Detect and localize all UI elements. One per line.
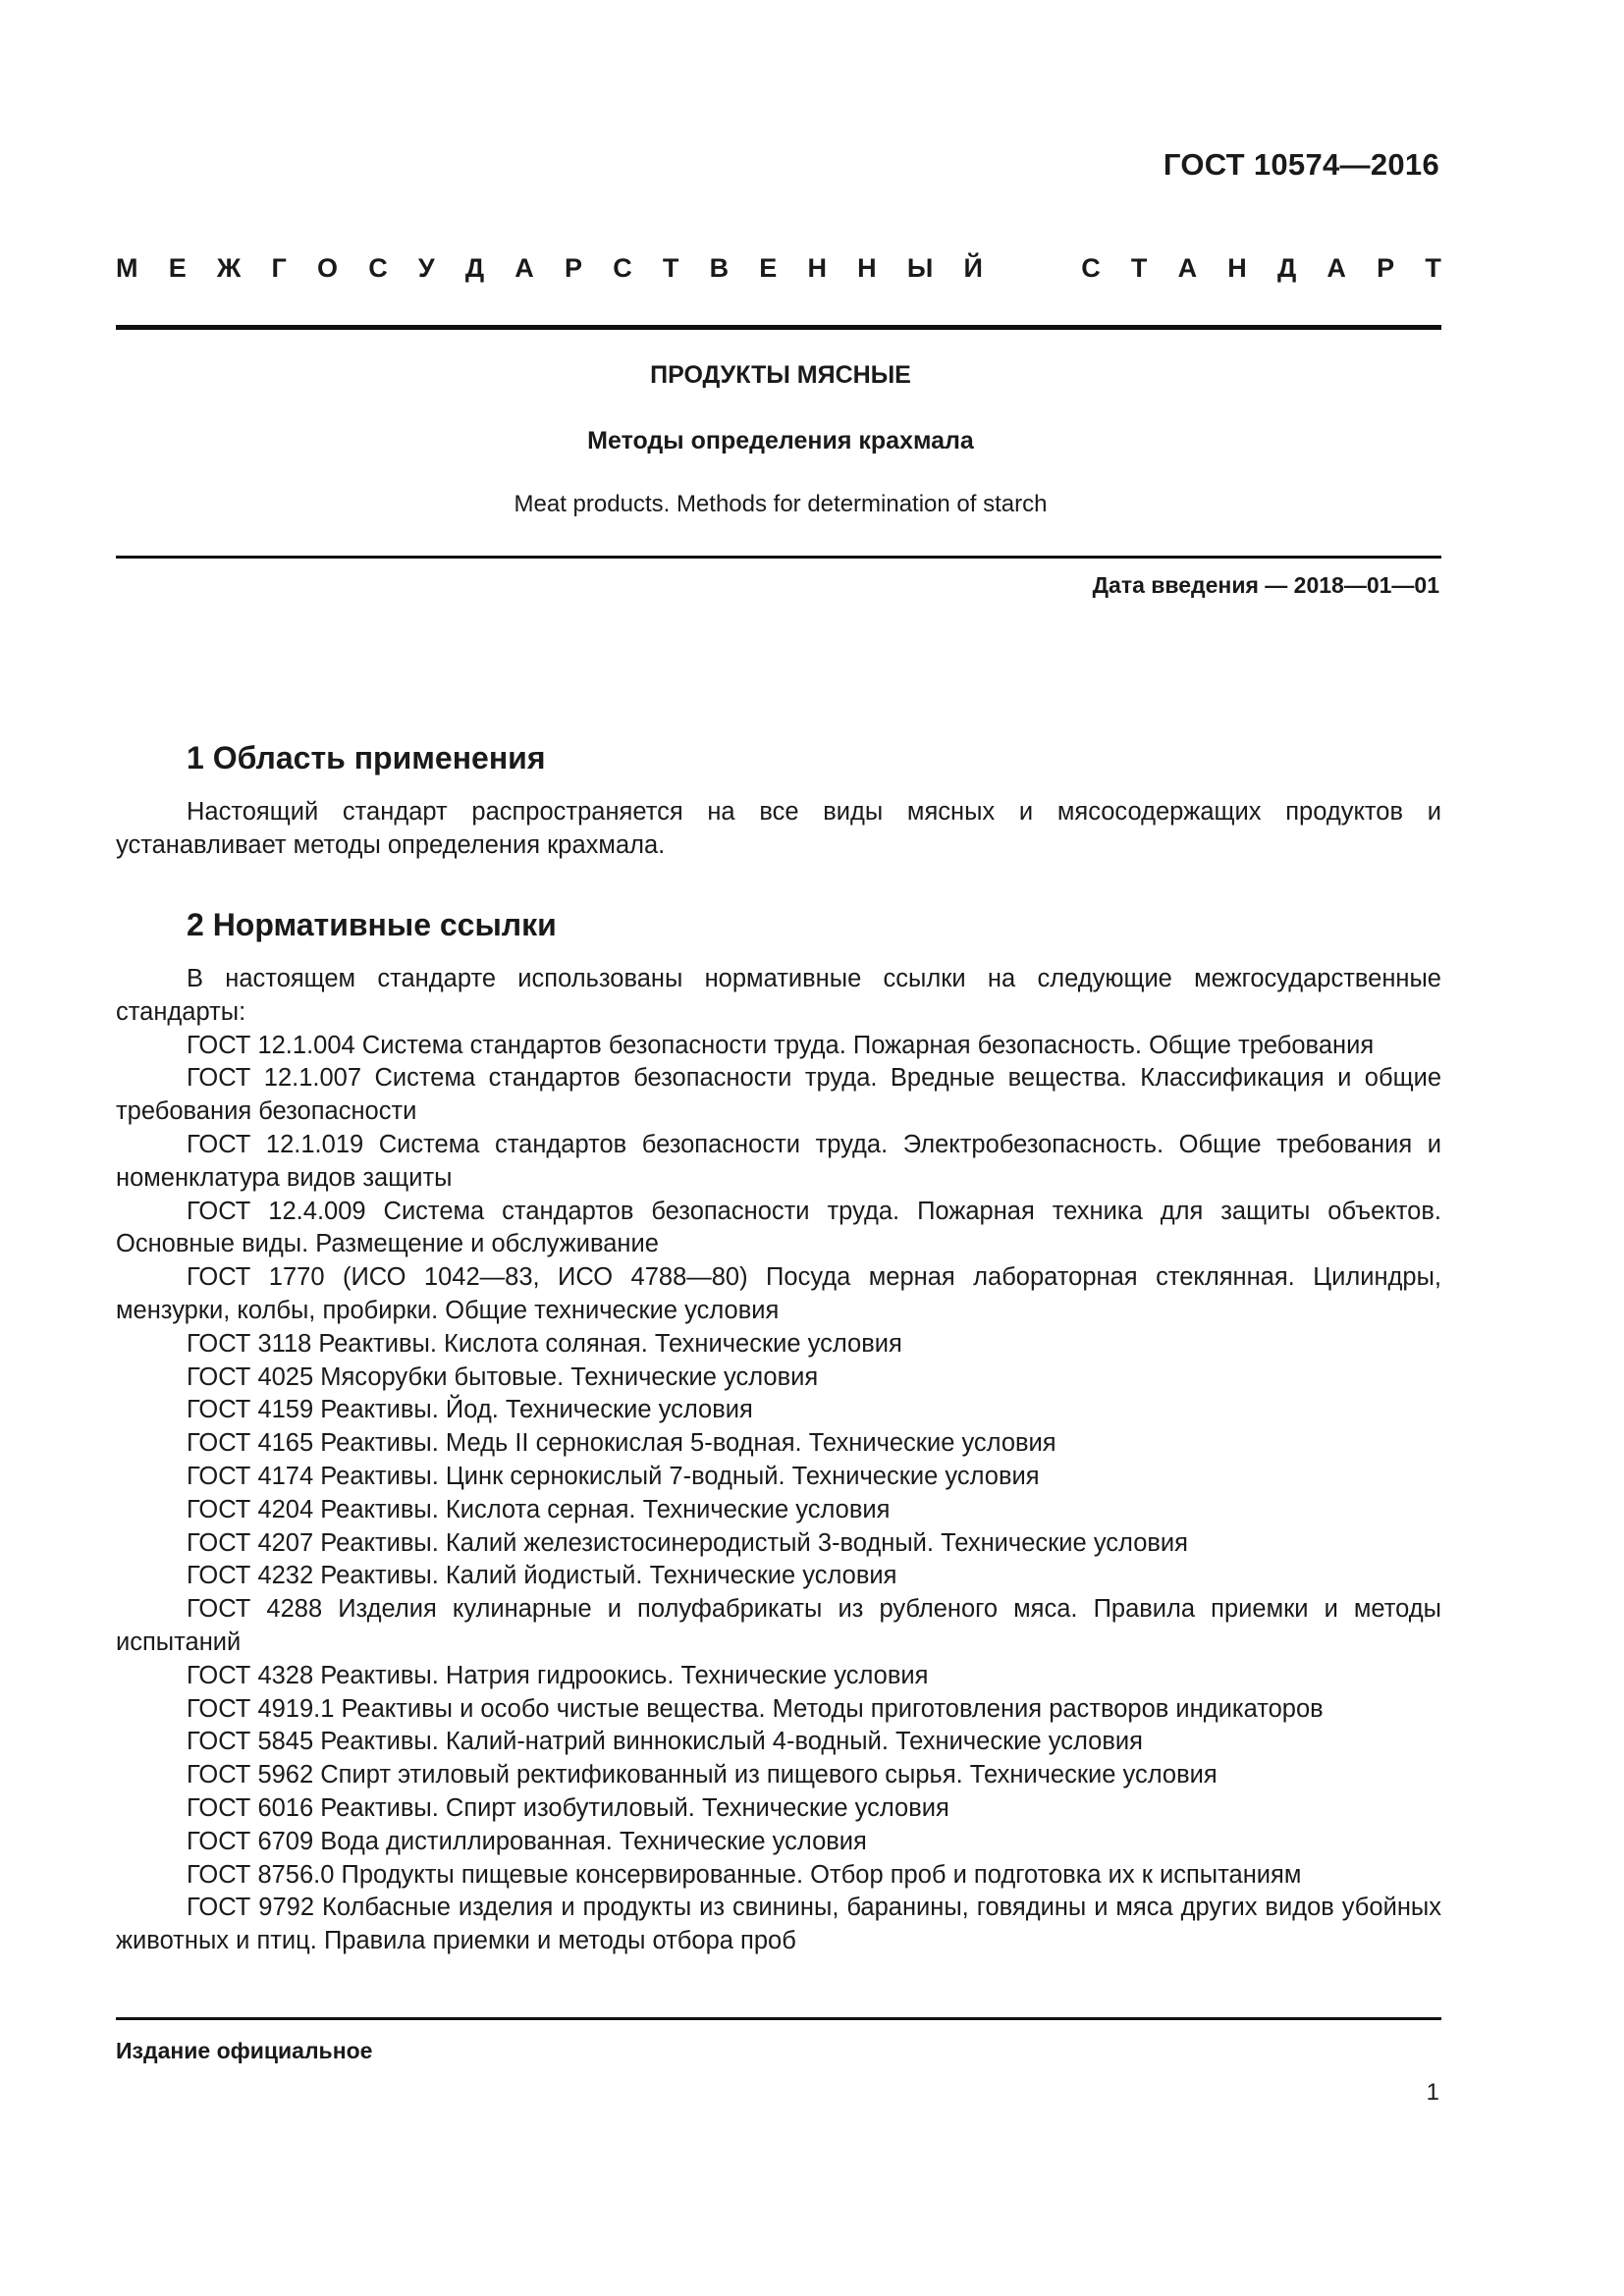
reference-item: ГОСТ 12.4.009 Система стандартов безопасности труда. Пожарная техника для защиты объектов. Основные виды. Размещение и обслуживание bbox=[116, 1197, 1441, 1258]
reference-item: ГОСТ 4204 Реактивы. Кислота серная. Технические условия bbox=[187, 1495, 891, 1523]
reference-item: ГОСТ 3118 Реактивы. Кислота соляная. Технические условия bbox=[187, 1329, 902, 1358]
introduction-date: Дата введения — 2018—01—01 bbox=[1092, 572, 1439, 598]
reference-item: ГОСТ 4207 Реактивы. Калий железистосинеродистый 3-водный. Технические условия bbox=[187, 1528, 1188, 1557]
reference-item: ГОСТ 6709 Вода дистиллированная. Технические условия bbox=[187, 1827, 867, 1855]
reference-item: ГОСТ 4159 Реактивы. Йод. Технические условия bbox=[187, 1396, 753, 1424]
official-edition-label: Издание официальное bbox=[116, 2038, 373, 2063]
reference-item: ГОСТ 4232 Реактивы. Калий йодистый. Технические условия bbox=[187, 1562, 897, 1590]
reference-item: ГОСТ 4288 Изделия кулинарные и полуфабрикаты из рубленого мяса. Правила приемки и методы испытаний bbox=[116, 1595, 1441, 1656]
reference-item: ГОСТ 4165 Реактивы. Медь II сернокислая 5-водная. Технические условия bbox=[187, 1429, 1056, 1458]
page-number: 1 bbox=[1426, 2079, 1439, 2106]
document-title: ПРОДУКТЫ МЯСНЫЕ bbox=[650, 361, 911, 389]
reference-item: ГОСТ 6016 Реактивы. Спирт изобутиловый. Технические условия bbox=[187, 1793, 949, 1822]
document-code: ГОСТ 10574—2016 bbox=[1163, 147, 1439, 182]
reference-item: ГОСТ 4025 Мясорубки бытовые. Технические условия bbox=[187, 1362, 819, 1391]
section-1-heading: 1 Область применения bbox=[187, 740, 546, 775]
reference-item: ГОСТ 4174 Реактивы. Цинк сернокислый 7-водный. Технические условия bbox=[187, 1462, 1040, 1490]
reference-item: ГОСТ 12.1.007 Система стандартов безопасности труда. Вредные вещества. Классификация и общие требования безопасности bbox=[116, 1064, 1441, 1126]
reference-item: ГОСТ 12.1.004 Система стандартов безопасности труда. Пожарная безопасность. Общие требования bbox=[187, 1031, 1375, 1059]
reference-item: ГОСТ 1770 (ИСО 1042—83, ИСО 4788—80) Посуда мерная лабораторная стеклянная. Цилиндры, мензурки, колбы, пробирки. Общие технические условия bbox=[116, 1263, 1441, 1324]
top-divider bbox=[116, 325, 1441, 330]
english-title: Meat products. Methods for determination of starch bbox=[514, 491, 1048, 517]
standard-banner: М Е Ж Г О С У Д А Р С Т В Е Н Н Ы Й С Т А Н Д А Р Т bbox=[116, 253, 1441, 283]
section-2-intro: В настоящем стандарте использованы нормативные ссылки на следующие межгосударственные стандарты: bbox=[116, 965, 1441, 1026]
footer-divider bbox=[116, 2017, 1441, 2020]
reference-item: ГОСТ 8756.0 Продукты пищевые консервированные. Отбор проб и подготовка их к испытаниям bbox=[187, 1860, 1302, 1889]
document-subtitle: Методы определения крахмала bbox=[587, 427, 974, 454]
title-divider bbox=[116, 556, 1441, 559]
reference-item: ГОСТ 4919.1 Реактивы и особо чистые вещества. Методы приготовления растворов индикаторов bbox=[187, 1694, 1324, 1723]
reference-item: ГОСТ 12.1.019 Система стандартов безопасности труда. Электробезопасность. Общие требования и номенклатура видов защиты bbox=[116, 1130, 1441, 1192]
reference-item: ГОСТ 9792 Колбасные изделия и продукты из свинины, баранины, говядины и мяса других видов убойных животных и птиц. Правила приемки и методы отбора проб bbox=[116, 1894, 1441, 1955]
section-2-body bbox=[116, 963, 1441, 1958]
section-1-body bbox=[116, 796, 1441, 863]
section-2-heading: 2 Нормативные ссылки bbox=[187, 907, 557, 942]
reference-item: ГОСТ 5962 Спирт этиловый ректификованный из пищевого сырья. Технические условия bbox=[187, 1761, 1218, 1789]
reference-item: ГОСТ 4328 Реактивы. Натрия гидроокись. Технические условия bbox=[187, 1661, 929, 1689]
reference-item: ГОСТ 5845 Реактивы. Калий-натрий виннокислый 4-водный. Технические условия bbox=[187, 1728, 1143, 1756]
section-1-text: Настоящий стандарт распространяется на все виды мясных и мясосодержащих продуктов и устанавливает методы определения крахмала. bbox=[116, 798, 1441, 859]
